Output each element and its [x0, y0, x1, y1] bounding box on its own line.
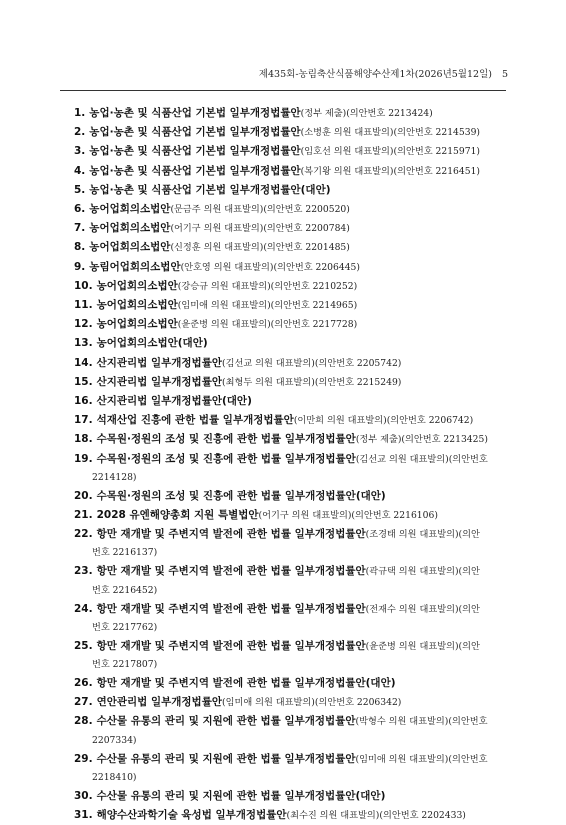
agenda-item-title: 항만 재개발 및 주변지역 발전에 관한 법률 일부개정법률안 — [96, 565, 366, 578]
agenda-item-sponsor: (강승규 의원 대표발의)(의안번호 2210252) — [177, 280, 358, 292]
agenda-item-number: 10. — [74, 279, 93, 292]
agenda-item-sponsor: (조경태 의원 대표발의)(의안 — [365, 529, 480, 541]
agenda-item — [74, 506, 510, 525]
agenda-item-bill-number-continued: 번호 2217807) — [92, 659, 158, 671]
agenda-item-number: 1. — [74, 107, 86, 119]
agenda-item-number: 29. — [74, 752, 93, 765]
agenda-item-sponsor: (김선교 의원 대표발의)(의안번호 2205742) — [221, 357, 402, 369]
agenda-item — [74, 142, 510, 161]
agenda-item-title: 농어업회의소법안 — [89, 222, 171, 235]
agenda-item — [74, 373, 510, 392]
agenda-item-title: 항만 재개발 및 주변지역 발전에 관한 법률 일부개정법률안(대안) — [96, 677, 396, 690]
agenda-item — [74, 258, 510, 277]
agenda-item-bill-number-continued: 2218410) — [92, 771, 137, 783]
agenda-item-number: 3. — [74, 145, 86, 158]
agenda-item-sponsor: (윤준병 의원 대표발의)(의안번호 2217728) — [177, 319, 358, 331]
agenda-item-title: 농업·농촌 및 식품산업 기본법 일부개정법률안 — [89, 126, 301, 139]
agenda-item-number: 22. — [74, 528, 93, 541]
agenda-item-sponsor: (최형두 의원 대표발의)(의안번호 2215249) — [221, 376, 402, 388]
agenda-item-sponsor: (임미애 의원 대표발의)(의안번호 — [355, 753, 488, 765]
agenda-item-bill-number-continued: 2207334) — [92, 734, 137, 746]
agenda-item-number: 17. — [74, 414, 93, 427]
agenda-item-title: 수산물 유통의 관리 및 지원에 관한 법률 일부개정법률안 — [96, 715, 356, 728]
agenda-item-number: 25. — [74, 639, 93, 652]
agenda-item-title: 수산물 유통의 관리 및 지원에 관한 법률 일부개정법률안 — [96, 752, 356, 765]
agenda-item-number: 14. — [74, 356, 93, 369]
agenda-item-number: 5. — [74, 183, 86, 196]
agenda-item-sponsor: (어기구 의원 대표발의)(의안번호 2216106) — [258, 510, 438, 522]
agenda-item-title: 농어업회의소법안(대안) — [96, 337, 208, 350]
agenda-item-sponsor: (박형수 의원 대표발의)(의안번호 — [355, 716, 488, 728]
agenda-item-number: 7. — [74, 222, 86, 235]
agenda-item-title: 2028 유엔해양총회 지원 특별법안 — [96, 509, 259, 522]
agenda-item — [74, 392, 510, 411]
agenda-item-number: 18. — [74, 433, 93, 446]
agenda-item — [74, 674, 510, 693]
agenda-item-title: 산지관리법 일부개정법률안 — [96, 375, 222, 388]
agenda-item-number: 30. — [74, 789, 93, 802]
agenda-item-number: 26. — [74, 677, 93, 690]
agenda-item-sponsor: (정부 제출)(의안번호 2213424) — [300, 108, 433, 119]
agenda-item-number: 9. — [74, 260, 86, 273]
agenda-item-sponsor: (곽규택 의원 대표발의)(의안 — [365, 566, 480, 578]
agenda-item — [74, 277, 510, 296]
agenda-item-sponsor: (이만희 의원 대표발의)(의안번호 2206742) — [293, 415, 474, 427]
agenda-item — [74, 181, 510, 200]
agenda-item-sponsor: (윤준병 의원 대표발의)(의안 — [365, 640, 480, 652]
agenda-item-title: 농림어업회의소법안 — [89, 260, 181, 273]
agenda-item — [74, 525, 510, 562]
agenda-item — [74, 296, 510, 315]
agenda-item-number: 6. — [74, 203, 86, 216]
agenda-list — [74, 104, 510, 825]
agenda-item — [74, 750, 510, 787]
agenda-item-sponsor: (복기왕 의원 대표발의)(의안번호 2216451) — [300, 165, 481, 177]
agenda-item-number: 21. — [74, 509, 93, 522]
agenda-item-number: 23. — [74, 565, 93, 578]
agenda-item — [74, 104, 510, 123]
agenda-item-number: 11. — [74, 299, 93, 312]
agenda-item-title: 항만 재개발 및 주변지역 발전에 관한 법률 일부개정법률안 — [96, 639, 366, 652]
agenda-item-sponsor: (임미애 의원 대표발의)(의안번호 2206342) — [221, 697, 402, 709]
agenda-item-sponsor: (임미애 의원 대표발의)(의안번호 2214965) — [177, 300, 358, 312]
agenda-item-title: 항만 재개발 및 주변지역 발전에 관한 법률 일부개정법률안 — [96, 528, 366, 541]
agenda-item-sponsor: (소병훈 의원 대표발의)(의안번호 2214539) — [300, 127, 481, 139]
agenda-item — [74, 200, 510, 219]
agenda-item — [74, 637, 510, 674]
agenda-item-sponsor: (어기구 의원 대표발의)(의안번호 2200784) — [170, 223, 350, 235]
agenda-item-title: 산지관리법 일부개정법률안(대안) — [96, 395, 252, 408]
agenda-item-number: 19. — [74, 452, 93, 465]
agenda-item-title: 농업·농촌 및 식품산업 기본법 일부개정법률안 — [89, 164, 301, 177]
agenda-item-title: 농어업회의소법안 — [96, 318, 178, 331]
agenda-item-number: 4. — [74, 164, 86, 177]
agenda-item-sponsor: (문금주 의원 대표발의)(의안번호 2200520) — [170, 204, 350, 216]
agenda-item-title: 연안관리법 일부개정법률안 — [96, 696, 222, 709]
agenda-item — [74, 411, 510, 430]
agenda-item-sponsor: (임호선 의원 대표발의)(의안번호 2215971) — [300, 146, 481, 158]
agenda-item-bill-number-continued: 번호 2216137) — [92, 547, 158, 559]
agenda-item — [74, 315, 510, 334]
header-text: 제435회-농림축산식품해양수산제1차(2026년5월12일) — [258, 69, 492, 80]
agenda-item — [74, 450, 510, 487]
agenda-item — [74, 334, 510, 353]
page-number: 5 — [501, 69, 508, 80]
agenda-item-sponsor: (김선교 의원 대표발의)(의안번호 — [355, 453, 488, 465]
agenda-item-title: 해양수산과학기술 육성법 일부개정법률안 — [96, 809, 287, 822]
agenda-item — [74, 600, 510, 637]
agenda-item-bill-number-continued: 번호 2216452) — [92, 584, 158, 596]
agenda-item-title: 농어업회의소법안 — [96, 299, 178, 312]
agenda-item-sponsor: (최수진 의원 대표발의)(의안번호 2202433) — [286, 810, 466, 822]
agenda-item-number: 2. — [74, 126, 86, 139]
agenda-item-title: 수목원·정원의 조성 및 진흥에 관한 법률 일부개정법률안 — [96, 452, 356, 465]
agenda-item-title: 농업·농촌 및 식품산업 기본법 일부개정법률안(대안) — [89, 183, 331, 196]
agenda-item-number: 24. — [74, 602, 93, 615]
agenda-item-sponsor: (전재수 의원 대표발의)(의안 — [365, 603, 480, 615]
agenda-item — [74, 806, 510, 825]
agenda-item-title: 수목원·정원의 조성 및 진흥에 관한 법률 일부개정법률안 — [96, 433, 356, 446]
agenda-item-title: 산지관리법 일부개정법률안 — [96, 356, 222, 369]
header-rule — [60, 90, 506, 91]
agenda-item-title: 농어업회의소법안 — [89, 203, 171, 216]
agenda-item-bill-number-continued: 2214128) — [92, 471, 137, 483]
agenda-item-number: 15. — [74, 375, 93, 388]
agenda-item — [74, 693, 510, 712]
agenda-item-number: 27. — [74, 696, 93, 709]
agenda-item — [74, 238, 510, 257]
agenda-item-title: 농어업회의소법안 — [96, 279, 178, 292]
agenda-item-title: 석재산업 진흥에 관한 법률 일부개정법률안 — [96, 414, 294, 427]
agenda-item-title: 농어업회의소법안 — [89, 241, 171, 254]
agenda-item-sponsor: (정부 제출)(의안번호 2213425) — [355, 434, 488, 446]
agenda-item-number: 8. — [74, 241, 86, 254]
agenda-item — [74, 162, 510, 181]
agenda-item-sponsor: (신정훈 의원 대표발의)(의안번호 2201485) — [170, 242, 350, 254]
agenda-item-number: 13. — [74, 337, 93, 350]
agenda-item-number: 16. — [74, 395, 93, 408]
agenda-item-title: 농업·농촌 및 식품산업 기본법 일부개정법률안 — [89, 145, 301, 158]
agenda-item-title: 수목원·정원의 조성 및 진흥에 관한 법률 일부개정법률안(대안) — [96, 489, 386, 502]
agenda-item-number: 31. — [74, 809, 93, 822]
agenda-item-bill-number-continued: 번호 2217762) — [92, 621, 158, 633]
agenda-item — [74, 354, 510, 373]
agenda-item-number: 28. — [74, 715, 93, 728]
agenda-item-number: 12. — [74, 318, 93, 331]
agenda-item-title: 수산물 유통의 관리 및 지원에 관한 법률 일부개정법률안(대안) — [96, 789, 386, 802]
agenda-item — [74, 123, 510, 142]
agenda-item — [74, 712, 510, 749]
agenda-item — [74, 430, 510, 449]
agenda-item — [74, 487, 510, 506]
agenda-item-number: 20. — [74, 489, 93, 502]
agenda-item — [74, 562, 510, 599]
page-header — [259, 66, 508, 80]
agenda-item — [74, 787, 510, 806]
agenda-item-title: 항만 재개발 및 주변지역 발전에 관한 법률 일부개정법률안 — [96, 602, 366, 615]
agenda-item-sponsor: (안호영 의원 대표발의)(의안번호 2206445) — [180, 261, 360, 273]
agenda-item — [74, 219, 510, 238]
agenda-item-title: 농업·농촌 및 식품산업 기본법 일부개정법률안 — [89, 107, 301, 119]
